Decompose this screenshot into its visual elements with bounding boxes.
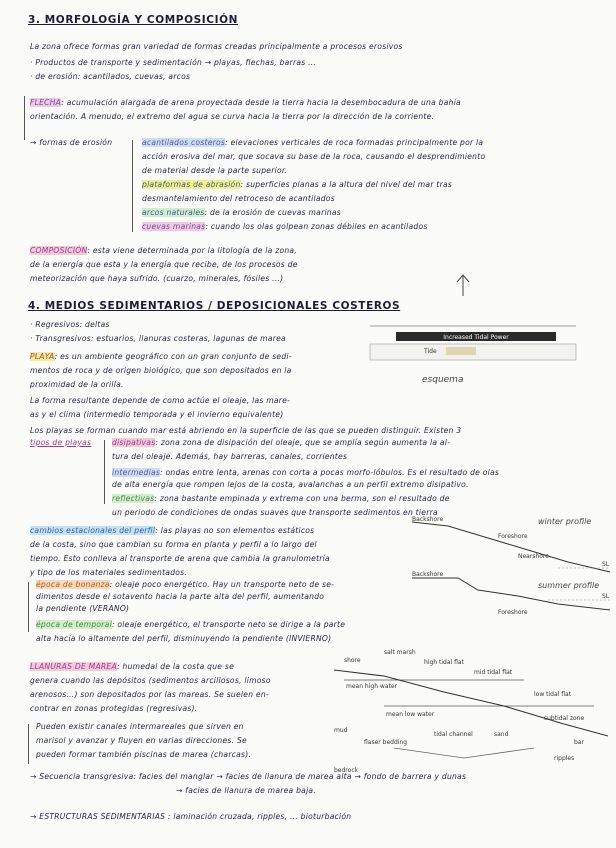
shore-label: shore xyxy=(344,657,361,664)
playa-term: PLAYA xyxy=(30,352,55,361)
plataforma-text-1: : superficies planas a la altura del nivel del mar tras xyxy=(240,180,453,189)
bedrock-label: bedrock xyxy=(334,767,359,774)
tide-title: Increased Tidal Power xyxy=(443,334,509,341)
tipos-label: tipos de playas xyxy=(30,438,92,447)
cuevas-text: : cuando los olas golpean zonas débiles en acantilados xyxy=(205,222,428,231)
channel-line xyxy=(394,748,534,758)
winter-sl-label: SL xyxy=(602,561,610,568)
arrow-up-icon xyxy=(452,272,474,298)
winter-profile-label: winter profile xyxy=(538,517,592,526)
cuevas-term: cuevas marinas xyxy=(142,222,206,231)
cambios-text-1: : las playas no son elementos estáticos xyxy=(155,526,315,535)
mid-flat-label: mid tidal flat xyxy=(474,669,513,676)
reflectivas-text-1: : zona bastante empinada y extrema con una berma, son el resultado de xyxy=(154,494,450,503)
bar-label: bar xyxy=(574,739,584,746)
arcos-term: arcos naturales xyxy=(142,208,205,217)
tipos-bracket xyxy=(104,440,105,504)
playa-text-2: mentos de roca y de origen biológico, que son depositados en la xyxy=(30,366,292,375)
acantilados-text-2: acción erosiva del mar, que socava su base de la roca, causando el desprendimiento xyxy=(142,152,486,161)
cambios-text-3: tiempo. Esto conlleva al transporte de arena que cambia la granulometría xyxy=(30,554,330,563)
playa-text-4: La forma resultante depende de como actúe el oleaje, las mare- xyxy=(30,396,291,405)
estructuras-line: → ESTRUCTURAS SEDIMENTARIAS : laminación cruzada, ripples, ... bioturbación xyxy=(30,812,352,821)
llanuras-text-2: genera cuando las depósitos (sedimentos arcillosos, limoso xyxy=(30,676,271,685)
reflectivas-text-2: un periodo de condiciones de ondas suaves que transporte sedimentos en tierra xyxy=(112,508,438,517)
flecha-line-1 xyxy=(30,98,461,107)
temporal-term: época de temporal xyxy=(36,620,112,629)
reflectivas-line-1 xyxy=(112,494,450,503)
cambios-term: cambios estacionales del perfil xyxy=(30,526,156,535)
winter-backshore-label: Backshore xyxy=(412,516,444,523)
tide-sand-block xyxy=(446,347,476,355)
disipativas-text-2: tura del oleaje. Además, hay barreras, canales, corrientes xyxy=(112,452,348,461)
flaser-label: flaser bedding xyxy=(364,739,408,746)
summer-foreshore-label: Foreshore xyxy=(498,609,528,616)
composicion-text-2: de la energía que esta y la energía que recibe, de los procesos de xyxy=(30,260,298,269)
bonanza-text-2: dimentos desde el sotavento hacia la parte alta del perfil, aumentando xyxy=(36,592,325,601)
sand-label: sand xyxy=(494,731,509,738)
llanuras-text-3: arenosos...) son depositados por las mareas. Se suelen en- xyxy=(30,690,269,699)
intermedias-text-2: de alta energía que rompen lejos de la costa, avalanchas a un perfil extremo disipativo. xyxy=(112,480,469,489)
plataforma-line-1 xyxy=(142,180,452,189)
bonanza-line-1 xyxy=(36,580,334,589)
playa-text-5: as y el clima (intermedio temporada y el invierno equivalente) xyxy=(30,410,284,419)
flecha-term: FLECHA xyxy=(30,98,62,107)
llanuras-term: LLANURAS DE MAREA xyxy=(30,662,118,671)
low-water-label: mean low water xyxy=(386,711,435,718)
disipativas-text-1: : zona zona de disipación del oleaje, que se amplía según aumenta la al- xyxy=(155,438,451,447)
acantilados-line-1 xyxy=(142,138,483,147)
section3-title: 3. MORFOLOGÍA Y COMPOSICIÓN xyxy=(28,14,239,26)
temporal-line-1 xyxy=(36,620,345,629)
temporal-text-2: alta hacia lo altamente del perfil, disminuyendo la pendiente (INVIERNO) xyxy=(36,634,332,643)
winter-profile-line xyxy=(412,522,610,572)
intro-line-3: · de erosión: acantilados, cuevas, arcos xyxy=(30,72,191,81)
item-transgresivos: · Transgresivos: estuarios, llanuras costeras, lagunas de marea xyxy=(30,334,286,343)
plataforma-term: plataformas de abrasión xyxy=(142,180,241,189)
intro-line-2: · Productos de transporte y sedimentación → playas, flechas, barras ... xyxy=(30,58,317,67)
low-flat-label: low tidal flat xyxy=(534,691,572,698)
section4-title: 4. MEDIOS SEDIMENTARIOS / DEPOSICIONALES COSTEROS xyxy=(28,300,401,312)
canales-line-1: Pueden existir canales intermareales que sirven en xyxy=(36,722,244,731)
canales-text-3: pueden formar también piscinas de marea (charcas). xyxy=(36,750,252,759)
cambios-line-1 xyxy=(30,526,314,535)
acantilados-text-3: de material desde la parte superior. xyxy=(142,166,288,175)
intermedias-line-1 xyxy=(112,468,499,477)
beach-profile-figure xyxy=(408,516,614,636)
temporal-text-1: : oleaje energético, el transporte neto se dirige a la parte xyxy=(111,620,346,629)
epocas-bracket xyxy=(28,582,29,632)
playa-text-1: : es un ambiente geográfico con un gran conjunto de sedi- xyxy=(54,352,292,361)
bonanza-text-3: la pendiente (VERANO) xyxy=(36,604,130,613)
summer-sl-label: SL xyxy=(602,593,610,600)
high-water-label: mean high water xyxy=(346,683,398,690)
disipativas-line-1 xyxy=(112,438,450,447)
channel-label: tidal channel xyxy=(434,731,473,738)
composicion-line-1 xyxy=(30,246,297,255)
intermedias-term: intermedias xyxy=(112,468,161,477)
llanuras-text-1: : humedal de la costa que se xyxy=(117,662,234,671)
playa-text-3: proximidad de la orilla. xyxy=(30,380,124,389)
tide-figure xyxy=(366,322,582,388)
secuencia-line-1: → Secuencia transgresiva: facies del manglar → facies de llanura de marea alta → fondo de barrera y dunas xyxy=(30,772,467,781)
flecha-text-1: : acumulación alargada de arena proyectada desde la tierra hacia la desembocadura de una bahía xyxy=(61,98,461,107)
nearshore-label: Nearshore xyxy=(518,553,549,560)
canales-bracket xyxy=(28,724,29,764)
composicion-text-1: : esta viene determinada por la litología de la zona, xyxy=(87,246,297,255)
llanuras-line-1 xyxy=(30,662,234,671)
disipativas-term: disipativas xyxy=(112,438,156,447)
arcos-text: : de la erosión de cuevas marinas xyxy=(204,208,341,217)
arcos-line xyxy=(142,208,341,217)
ripple-label: ripples xyxy=(554,755,575,762)
marsh-label: salt marsh xyxy=(384,649,416,656)
summer-profile-label: summer profile xyxy=(538,581,600,590)
subtidal-label: subtidal zone xyxy=(544,715,585,722)
erosion-label: → formas de erosión xyxy=(30,138,113,147)
acantilados-text-1: : elevaciones verticales de roca formadas principalmente por la xyxy=(225,138,484,147)
bonanza-term: época de bonanza xyxy=(36,580,110,589)
cuevas-line xyxy=(142,222,428,231)
winter-foreshore-label: Foreshore xyxy=(498,533,528,540)
cambios-text-2: de la costa, sino que cambian su forma en planta y perfil a lo largo del xyxy=(30,540,317,549)
flecha-text-2: orientación. A menudo, el extremo del agua se curva hacia la tierra por la dirección de la corriente. xyxy=(30,112,435,121)
intermedias-text-1: : ondas entre lenta, arenas con corta a pocas morfo-lóbulos. Es el resultado de olas xyxy=(160,468,500,477)
erosion-bracket xyxy=(132,140,133,232)
intro-line-1: La zona ofrece formas gran variedad de formas creadas principalmente a procesos erosivos xyxy=(30,42,403,51)
bracket-line xyxy=(24,96,25,140)
composicion-text-3: meteorización que haya sufrido. (cuarzo, minerales, fósiles ...) xyxy=(30,274,284,283)
bonanza-text-1: : oleaje poco energético. Hay un transporte neto de se- xyxy=(109,580,335,589)
tide-caption: esquema xyxy=(422,375,464,385)
cambios-text-4: y tipo de los materiales sedimentados. xyxy=(30,568,188,577)
tidal-flat-figure xyxy=(324,640,614,780)
high-flat-label: high tidal flat xyxy=(424,659,464,666)
playa-line-1 xyxy=(30,352,292,361)
tide-label: Tide xyxy=(424,348,437,355)
mud-label: mud xyxy=(334,727,348,734)
item-regresivos: · Regresivos: deltas xyxy=(30,320,110,329)
plataforma-text-2: desmantelamiento del retroceso de acantilados xyxy=(142,194,335,203)
playa-text-6: Los playas se forman cuando mar está abriendo en la superficie de las que se pueden distinguir. Existen 3 xyxy=(30,426,462,435)
summer-backshore-label: Backshore xyxy=(412,571,444,578)
secuencia-line-2: → facies de llanura de marea baja. xyxy=(176,786,316,795)
acantilados-term: acantilados costeros xyxy=(142,138,226,147)
canales-text-2: marisol y avanzar y fluyen en varias direcciones. Se xyxy=(36,736,247,745)
llanuras-text-4: contrar en zonas protegidas (regresivas). xyxy=(30,704,198,713)
composicion-term: COMPOSICIÓN xyxy=(30,246,88,255)
reflectivas-term: reflectivas xyxy=(112,494,155,503)
